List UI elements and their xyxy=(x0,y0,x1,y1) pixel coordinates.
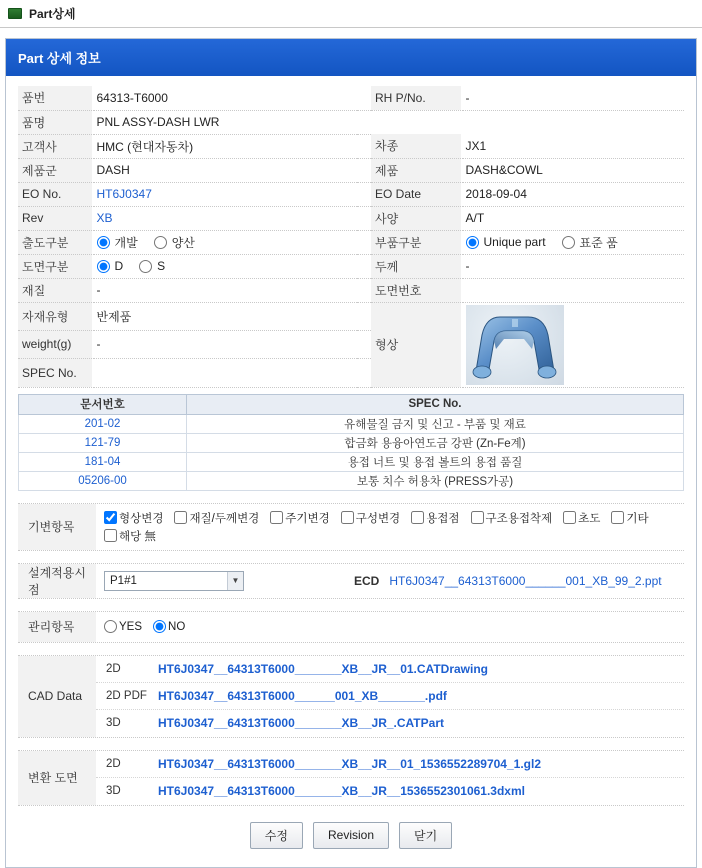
label-customer: 고객사 xyxy=(18,134,92,158)
radio-manage-no[interactable] xyxy=(153,620,185,633)
checkbox-first-article-input[interactable] xyxy=(563,511,576,524)
checkbox-composition-change-label: 구성변경 xyxy=(355,512,401,525)
label-weight: weight(g) xyxy=(18,330,92,358)
value-material-type: 반제품 xyxy=(92,302,357,330)
change-items-section xyxy=(18,503,684,551)
column-spacer xyxy=(357,278,371,302)
cell-spec-desc: 보통 치수 허용차 (PRESS가공) xyxy=(187,471,684,490)
value-part-type[interactable] xyxy=(461,230,684,254)
cad-data-rows xyxy=(96,656,684,737)
value-drawing-no xyxy=(461,278,684,302)
checkbox-weld-point[interactable] xyxy=(411,510,459,526)
label-product: 제품 xyxy=(371,158,461,182)
radio-release-dev-input[interactable] xyxy=(97,236,110,249)
value-release-type[interactable] xyxy=(92,230,357,254)
empty-cell xyxy=(371,110,461,134)
converted-3d-link[interactable]: HT6J0347__64313T6000_______XB__JR__1536552301061.3dxml xyxy=(158,784,525,798)
label-spec-no: SPEC No. xyxy=(18,359,92,387)
checkbox-composition-change[interactable] xyxy=(341,510,400,526)
column-spacer xyxy=(357,230,371,254)
manage-items-body xyxy=(96,614,684,639)
value-rh-part-no: - xyxy=(461,86,684,110)
radio-drawing-d[interactable] xyxy=(97,259,124,273)
checkbox-composition-change-input[interactable] xyxy=(341,511,354,524)
converted-2d-link[interactable]: HT6J0347__64313T6000_______XB__JR__01_1536552289704_1.gl2 xyxy=(158,756,542,771)
checkbox-none[interactable] xyxy=(104,528,156,544)
cad-3d-link[interactable]: HT6J0347__64313T6000_______XB__JR_.CATPart xyxy=(158,716,444,730)
converted-drawing-section xyxy=(18,750,684,806)
converted-row-tag: 3D xyxy=(106,785,121,797)
change-items-body xyxy=(96,504,684,550)
checkbox-etc[interactable] xyxy=(611,510,648,526)
chevron-down-icon[interactable]: ▼ xyxy=(227,572,243,590)
radio-release-mass-label: 양산 xyxy=(171,235,195,250)
table-row xyxy=(18,182,684,206)
checkbox-shape-change-label: 형상변경 xyxy=(119,512,164,525)
cad-data-label: CAD Data xyxy=(18,656,96,737)
part-shape-image xyxy=(466,305,564,385)
table-row xyxy=(18,254,684,278)
part-shape-svg xyxy=(466,305,564,385)
header-spec-no: SPEC No. xyxy=(187,394,684,414)
cad-data-section xyxy=(18,655,684,738)
panel-body xyxy=(6,76,696,867)
cad-2d-link[interactable]: HT6J0347__64313T6000_______XB__JR__01.CATDrawing xyxy=(158,661,488,676)
checkbox-structural-adhesive-label: 구조용접착제 xyxy=(485,512,553,525)
checkbox-shape-change-input[interactable] xyxy=(104,511,117,524)
label-drawing-type: 도면구분 xyxy=(18,254,92,278)
label-thickness: 두께 xyxy=(371,254,461,278)
radio-standard-part-label: 표준 품 xyxy=(579,235,618,250)
radio-release-dev-label: 개발 xyxy=(114,235,138,250)
apply-point-select[interactable] xyxy=(104,571,244,591)
cell-doc-no[interactable] xyxy=(19,433,187,452)
cad-row-tag: 3D xyxy=(106,717,121,729)
spec-grid xyxy=(18,86,684,388)
checkbox-material-thickness-change-label: 재질/두께변경 xyxy=(189,512,260,525)
cad-row-tag: 2D xyxy=(106,662,121,675)
empty-cell xyxy=(461,110,684,134)
checkbox-material-thickness-change[interactable] xyxy=(174,510,259,526)
table-row xyxy=(19,471,684,490)
radio-standard-part[interactable] xyxy=(562,234,618,251)
manage-items-section xyxy=(18,611,684,643)
value-part-no: 64313-T6000 xyxy=(92,86,357,110)
label-material: 재질 xyxy=(18,278,92,302)
list-item xyxy=(96,710,684,737)
checkbox-none-label: 해당 無 xyxy=(119,530,156,543)
column-spacer xyxy=(357,86,371,110)
value-eo-no[interactable] xyxy=(92,182,357,206)
edit-button[interactable]: 수정 xyxy=(250,822,303,849)
value-product: DASH&COWL xyxy=(461,158,684,182)
list-item xyxy=(96,778,684,805)
table-row xyxy=(18,206,684,230)
checkbox-weld-point-input[interactable] xyxy=(411,511,424,524)
label-release-type: 출도구분 xyxy=(18,230,92,254)
close-button[interactable]: 닫기 xyxy=(399,822,452,849)
window-title: Part상세 xyxy=(29,7,76,21)
radio-drawing-d-label: D xyxy=(114,259,124,273)
column-spacer xyxy=(357,182,371,206)
detail-panel xyxy=(5,38,697,868)
radio-release-mass-input[interactable] xyxy=(154,236,167,249)
window-icon xyxy=(8,8,22,19)
table-row xyxy=(18,134,684,158)
converted-drawing-label: 변환 도면 xyxy=(18,751,96,805)
panel-header-title: Part 상세 정보 xyxy=(6,39,696,76)
label-part-name: 품명 xyxy=(18,110,92,134)
label-vehicle-type: 차종 xyxy=(371,134,461,158)
cad-row-tag: 2D PDF xyxy=(106,689,147,702)
table-row xyxy=(18,302,684,330)
checkbox-etc-label: 기타 xyxy=(626,512,649,525)
apply-point-selected-value: P1#1 xyxy=(110,574,137,587)
radio-manage-no-label: NO xyxy=(168,620,186,633)
converted-drawing-rows xyxy=(96,751,684,805)
column-spacer xyxy=(357,206,371,230)
radio-standard-part-input[interactable] xyxy=(562,236,575,249)
label-shape: 형상 xyxy=(371,302,461,387)
label-product-group: 제품군 xyxy=(18,158,92,182)
checkbox-none-input[interactable] xyxy=(104,529,117,542)
label-spec: 사양 xyxy=(371,206,461,230)
label-material-type: 자재유형 xyxy=(18,302,92,330)
column-spacer xyxy=(357,134,371,158)
header-doc-no: 문서번호 xyxy=(19,394,187,414)
radio-release-dev[interactable] xyxy=(97,234,138,251)
checkbox-first-article[interactable] xyxy=(563,510,600,526)
apply-point-body xyxy=(96,565,684,597)
checkbox-shape-change[interactable] xyxy=(104,510,163,526)
cad-row-link-wrap xyxy=(158,662,488,676)
radio-manage-yes-label: YES xyxy=(119,620,143,633)
radio-drawing-s-input[interactable] xyxy=(139,260,152,273)
cell-doc-no[interactable] xyxy=(19,471,187,490)
checkbox-material-thickness-change-input[interactable] xyxy=(174,511,187,524)
value-drawing-type[interactable] xyxy=(92,254,357,278)
cell-spec-desc: 용접 너트 및 용접 볼트의 용접 품질 xyxy=(187,452,684,471)
radio-drawing-s-label: S xyxy=(157,259,166,273)
cad-row-link-wrap xyxy=(158,716,444,730)
checkbox-cycle-change-input[interactable] xyxy=(270,511,283,524)
table-row xyxy=(18,278,684,302)
list-item xyxy=(96,656,684,683)
label-part-type: 부품구분 xyxy=(371,230,461,254)
cell-doc-no[interactable] xyxy=(19,414,187,433)
cad-row-link-wrap xyxy=(158,689,447,703)
value-spec-no xyxy=(92,359,357,387)
spec-document-table xyxy=(18,394,684,491)
list-item xyxy=(96,683,684,710)
doc-no-link[interactable]: 05206-00 xyxy=(78,474,127,487)
table-row xyxy=(18,230,684,254)
converted-row-link-wrap xyxy=(158,757,541,771)
label-part-no: 품번 xyxy=(18,86,92,110)
radio-release-mass[interactable] xyxy=(154,234,195,251)
column-spacer xyxy=(357,158,371,182)
rev-link[interactable]: XB xyxy=(96,211,113,225)
label-eo-date: EO Date xyxy=(371,182,461,206)
radio-manage-yes[interactable] xyxy=(104,620,142,633)
column-spacer xyxy=(357,330,371,358)
converted-row-link-wrap xyxy=(158,784,525,798)
cad-2d-pdf-link[interactable]: HT6J0347__64313T6000______001_XB_______.pdf xyxy=(158,688,447,703)
cell-spec-desc: 합금화 용융아연도금 강판 (Zn-Fe계) xyxy=(187,433,684,452)
doc-no-link[interactable]: 201-02 xyxy=(84,417,121,430)
footer-buttons xyxy=(18,822,684,853)
column-spacer xyxy=(357,359,371,387)
radio-drawing-d-input[interactable] xyxy=(97,260,110,273)
list-item xyxy=(96,751,684,778)
table-row xyxy=(19,414,684,433)
change-items-label: 기변항목 xyxy=(18,504,96,550)
checkbox-etc-input[interactable] xyxy=(611,511,624,524)
checkbox-first-article-label: 초도 xyxy=(578,512,601,525)
checkbox-weld-point-label: 용접점 xyxy=(426,512,460,525)
checkbox-cycle-change[interactable] xyxy=(270,510,329,526)
value-spec: A/T xyxy=(461,206,684,230)
revision-button[interactable]: Revision xyxy=(313,822,389,849)
column-spacer xyxy=(357,110,371,134)
value-customer: HMC (현대자동차) xyxy=(92,134,357,158)
value-vehicle-type: JX1 xyxy=(461,134,684,158)
label-drawing-no: 도면번호 xyxy=(371,278,461,302)
checkbox-structural-adhesive[interactable] xyxy=(471,510,553,526)
eo-no-link[interactable]: HT6J0347 xyxy=(96,187,152,201)
doc-no-link[interactable]: 121-79 xyxy=(84,436,121,449)
doc-no-link[interactable]: 181-04 xyxy=(84,455,121,468)
radio-unique-part-input[interactable] xyxy=(466,236,479,249)
checkbox-cycle-change-label: 주기변경 xyxy=(285,512,330,525)
value-rev[interactable] xyxy=(92,206,357,230)
value-weight: - xyxy=(92,330,357,358)
window-titlebar xyxy=(0,0,702,28)
apply-point-label: 설계적용시점 xyxy=(18,564,96,598)
value-eo-date: 2018-09-04 xyxy=(461,182,684,206)
cell-doc-no[interactable] xyxy=(19,452,187,471)
ecd-file-link[interactable]: HT6J0347__64313T6000______001_XB_99_2.ppt xyxy=(389,573,662,588)
shape-image-cell xyxy=(461,302,684,387)
label-rh-part-no: RH P/No. xyxy=(371,86,461,110)
radio-manage-no-input[interactable] xyxy=(153,620,166,633)
table-row xyxy=(19,433,684,452)
table-header-row xyxy=(19,394,684,414)
radio-drawing-s[interactable] xyxy=(139,259,165,273)
label-eo-no: EO No. xyxy=(18,182,92,206)
table-row xyxy=(18,110,684,134)
column-spacer xyxy=(357,302,371,330)
radio-manage-yes-input[interactable] xyxy=(104,620,117,633)
label-rev: Rev xyxy=(18,206,92,230)
value-material: - xyxy=(92,278,357,302)
table-row xyxy=(18,158,684,182)
ecd-label: ECD xyxy=(354,573,380,588)
table-row xyxy=(18,86,684,110)
value-product-group: DASH xyxy=(92,158,357,182)
apply-point-section xyxy=(18,563,684,599)
value-part-name: PNL ASSY-DASH LWR xyxy=(92,110,357,134)
table-row xyxy=(19,452,684,471)
converted-row-tag: 2D xyxy=(106,757,121,770)
column-spacer xyxy=(357,254,371,278)
checkbox-structural-adhesive-input[interactable] xyxy=(471,511,484,524)
cell-spec-desc: 유해물질 금지 및 신고 - 부품 및 재료 xyxy=(187,414,684,433)
radio-unique-part-label: Unique part xyxy=(483,235,546,249)
manage-items-label: 관리항목 xyxy=(18,612,96,642)
radio-unique-part[interactable] xyxy=(466,235,546,249)
value-thickness: - xyxy=(461,254,684,278)
